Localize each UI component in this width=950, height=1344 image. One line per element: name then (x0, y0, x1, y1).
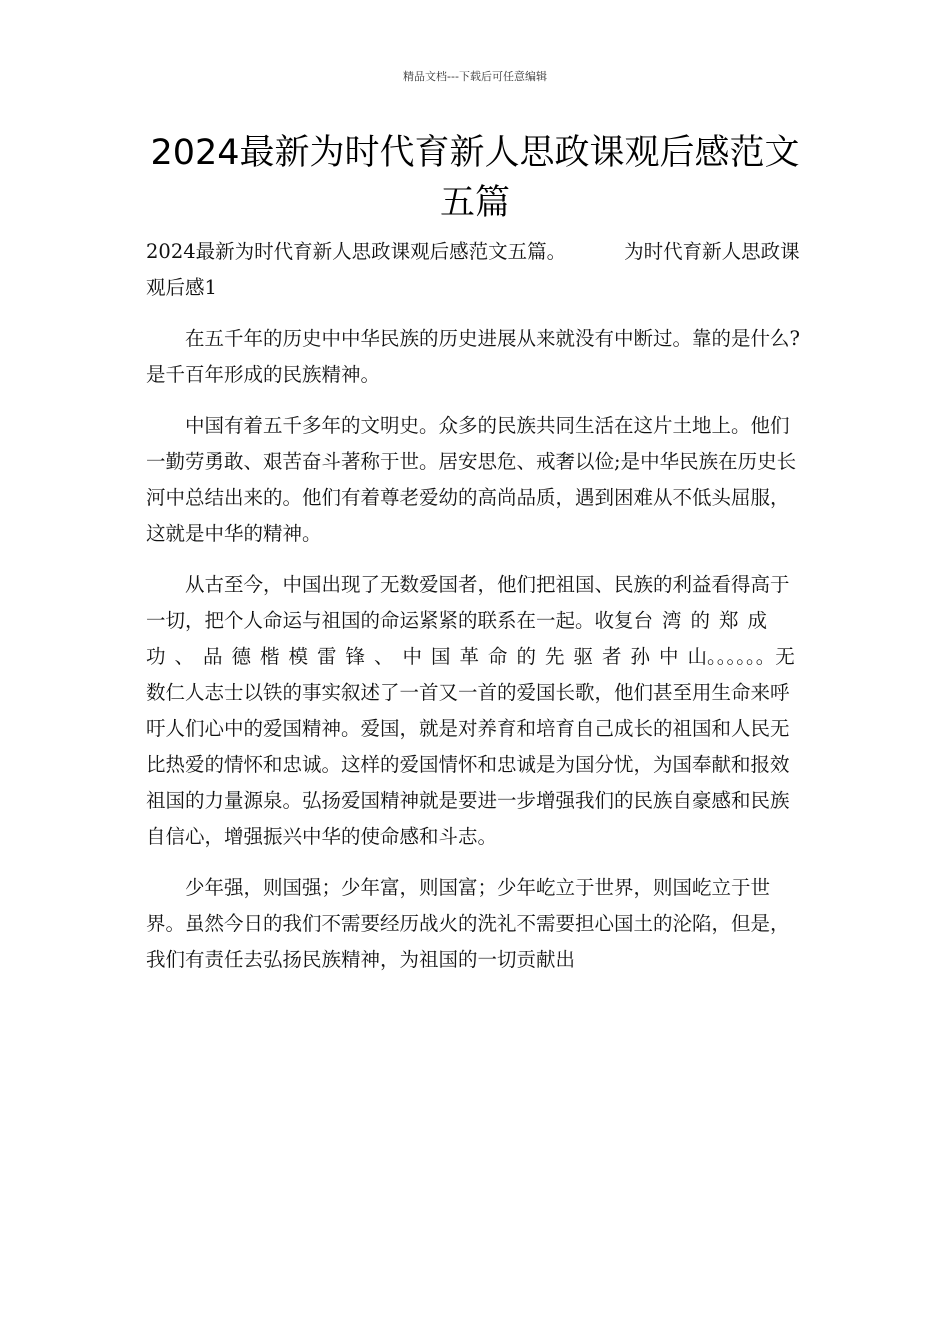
paragraph-2: 中国有着五千多年的文明史。众多的民族共同生活在这片土地上。他们一勤劳勇敢、艰苦奋斗著称于世。居安思危、戒奢以俭;是中华民族在历史长河中总结出来的。他们有着尊老爱幼的高尚品质，遇到困难从不低头屈服，这就是中华的精神。 (146, 414, 797, 545)
paragraph-4: 少年强，则国强；少年富，则国富；少年屹立于世界，则国屹立于世界。虽然今日的我们不需要经历战火的洗礼不需要担心国土的沦陷，但是，我们有责任去弘扬民族精神，为祖国的一切贡献出 (146, 876, 790, 971)
intro-summary: 2024最新为时代育新人思政课观后感范文五篇。 (146, 240, 567, 263)
header-note: 精品文档---下载后可任意编辑 (403, 70, 547, 83)
paragraph-3-part-2: 山。。。。。。无数仁人志士以铁的事实叙述了一首又一首的爱国长歌，他们甚至用生命来呼吁人们心中的爱国精神。爱国，就是对养育和培育自己成长的祖国和人民无比热爱的情怀和忠诚。这样的爱国情怀和忠诚是为国分忧，为国奉献和报效祖国的力量源泉。弘扬爱国精神就是要进一步增强我们的民族自豪感和民族自信心，增强振兴中华的使命感和斗志。 (146, 645, 795, 848)
document-body (146, 234, 808, 993)
paragraph-3-spaced-line: 台湾的郑成功、品德楷模雷锋、中国革命的先驱者孙中 (146, 609, 777, 668)
paragraph-1: 在五千年的历史中中华民族的历史进展从来就没有中断过。靠的是什么?是千百年形成的民族精神。 (146, 327, 800, 386)
paragraph-3 (146, 567, 808, 855)
document-title: 2024最新为时代育新人思政课观后感范文五篇 (150, 133, 800, 223)
section-heading: 为时代育新人思政课观后感1 (146, 240, 800, 299)
paragraph-3-part-1: 从古至今，中国出现了无数爱国者，他们把祖国、民族的利益看得高于一切，把个人命运与祖国的命运紧紧的联系在一起。收复 (146, 573, 790, 632)
intro-paragraph (146, 234, 808, 306)
